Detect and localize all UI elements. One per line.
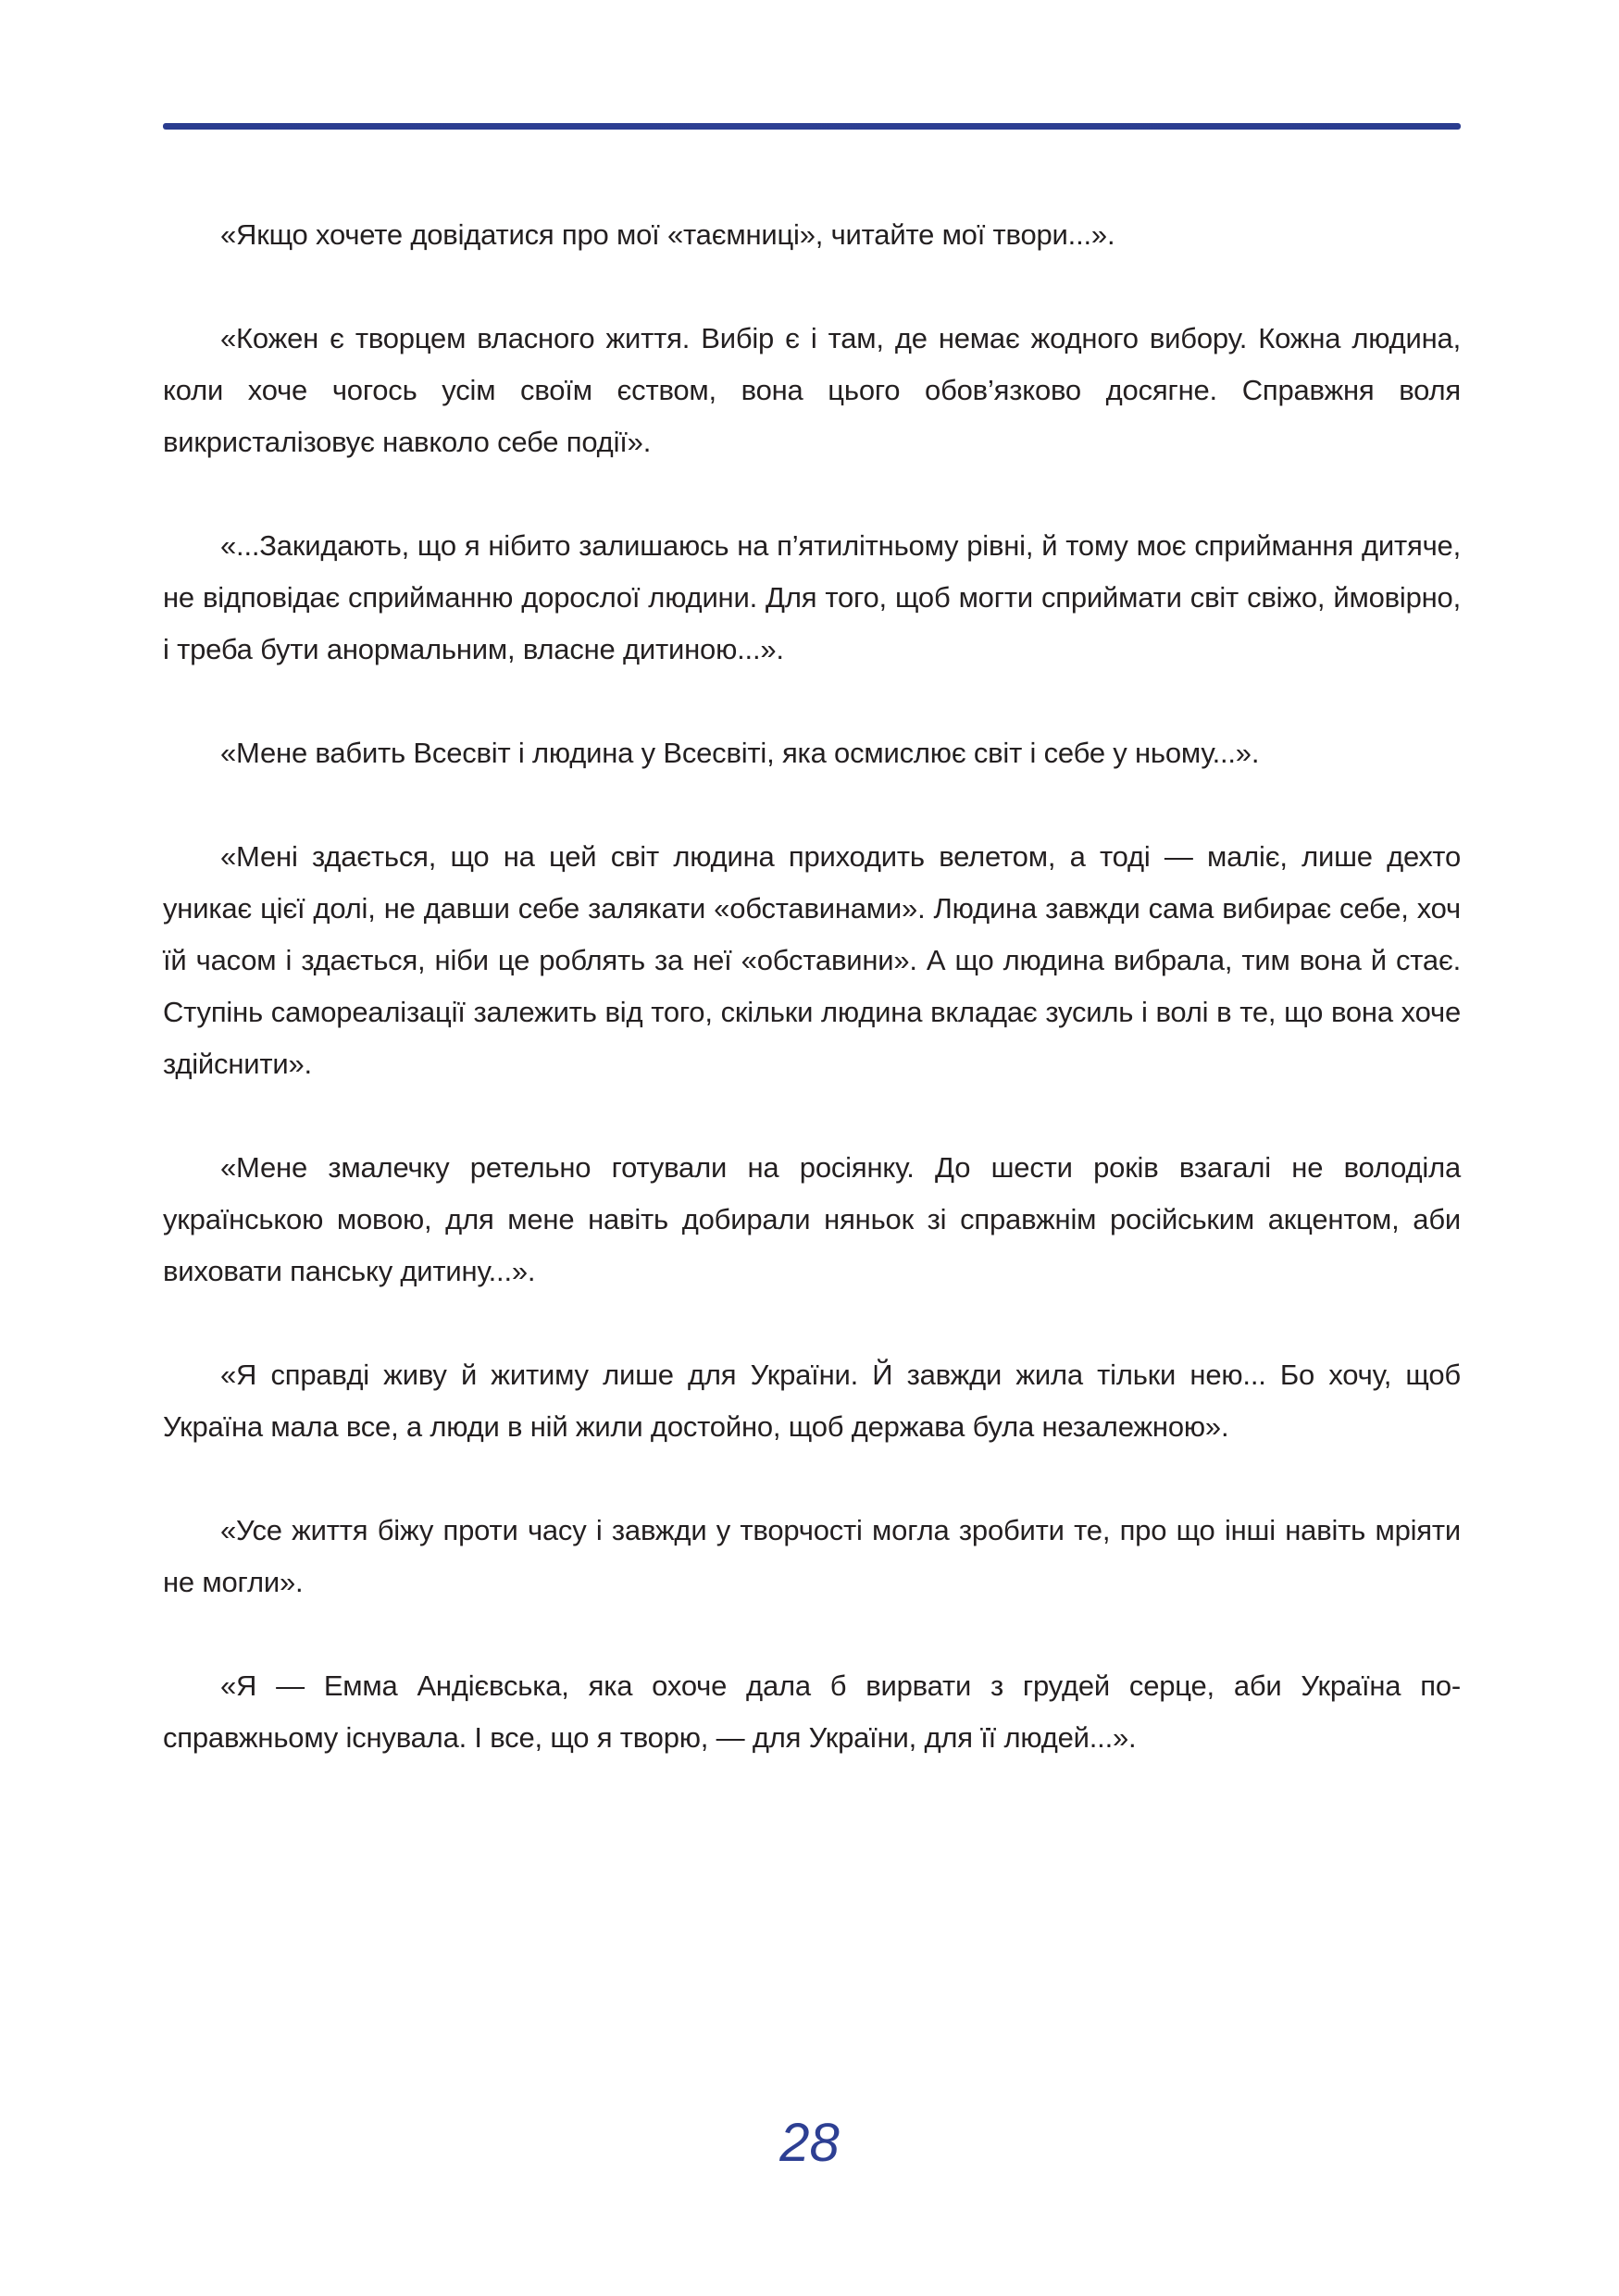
quote-paragraph: «Мене вабить Всесвіт і людина у Всесвіті, яка осмислює світ і себе у ньому...». — [220, 737, 1260, 769]
quote-paragraph: «Усе життя біжу проти часу і завжди у творчості могла зробити те, про що інші навіть мріяти не могли». — [163, 1514, 1461, 1598]
quote-paragraph: «Мене змалечку ретельно готували на росіянку. До шести років взагалі не володіла українською мовою, для мене навіть добирали няньок зі справжнім російським акцентом, аби виховати панську дитину...». — [163, 1151, 1461, 1287]
quote-paragraph: «Якщо хочете довідатися про мої «таємниці», читайте мої твори...». — [220, 218, 1115, 251]
header-rule — [163, 123, 1461, 130]
quote-paragraph: «...Закидають, що я нібито залишаюсь на п’ятилітньому рівні, й тому моє сприймання дитяче, не відповідає сприйманню дорослої людини. Для того, щоб могти сприймати світ свіжо, ймовірно, і треба бути анормальним, власне дитиною...». — [163, 529, 1461, 665]
quote-paragraph: «Я — Емма Андієвська, яка охоче дала б вирвати з грудей серце, аби Україна по-справжньому існувала. І все, що я творю, — для України, для її людей...». — [163, 1669, 1461, 1754]
quote-paragraph: «Кожен є творцем власного життя. Вибір є і там, де немає жодного вибору. Кожна людина, коли хоче чогось усім своїм єством, вона цього обов’язково досягне. Справжня воля викристалізовує навколо себе події». — [163, 322, 1461, 458]
page-number: 28 — [779, 2113, 840, 2173]
quote-paragraph: «Я справді живу й житиму лише для України. Й завжди жила тільки нею... Бо хочу, щоб Україна мала все, а люди в ній жили достойно, щоб держава була незалежною». — [163, 1359, 1461, 1443]
quotes-body — [163, 209, 1461, 1816]
quote-paragraph: «Мені здається, що на цей світ людина приходить велетом, а тоді — маліє, лише дехто уникає цієї долі, не давши себе залякати «обставинами». Людина завжди сама вибирає себе, хоч їй часом і здається, ніби це роблять за неї «обставини». А що людина вибрала, тим вона й стає. Ступінь самореалізації залежить від того, скільки людина вкладає зусиль і волі в те, що вона хоче здійснити». — [163, 840, 1461, 1080]
